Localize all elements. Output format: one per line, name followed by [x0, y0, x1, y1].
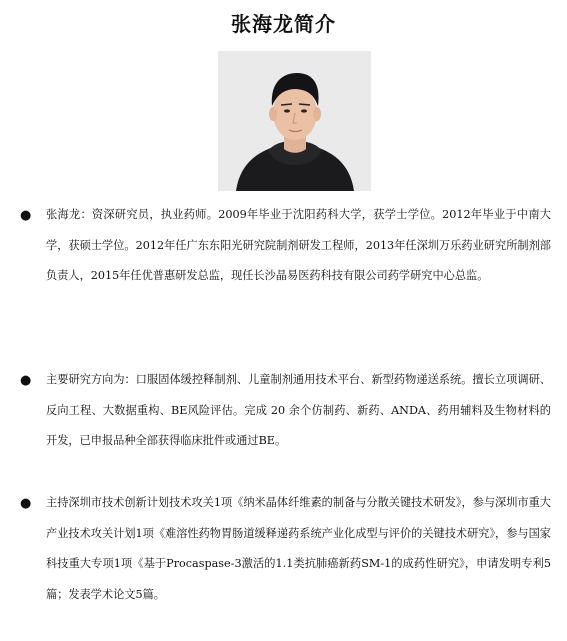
page-title: 张海龙简介 — [231, 12, 336, 36]
portrait-photo — [218, 51, 371, 191]
bullet-icon: ● — [20, 496, 32, 511]
bio-paragraph-background: 张海龙：资深研究员，执业药师。2009年毕业于沈阳药科大学，获学士学位。2012年毕业于中南大学，获硕士学位。2012年任广东东阳光研究院制剂研发工程师，2013年任深圳万乐药业研究所制剂部负责人，2015年任优普惠研发总监，现任长沙晶易医药科技有限公司药学研究中心总监。 — [46, 208, 551, 282]
bio-paragraph-projects: 主持深圳市技术创新计划技术攻关1项《纳米晶体纤维素的制备与分散关键技术研发》，参与深圳市重大产业技术攻关计划1项《难溶性药物胃肠道缓释递药系统产业化成型与评价的关键技术研究》，参与国家科技重大专项1项《基于Procaspase-3激活的1.1类抗肺癌新药SM-1的成药性研究》，申请发明专利5篇；发表学术论文5篇。 — [46, 496, 551, 601]
bio-paragraph-research: 主要研究方向为：口服固体缓控释制剂、儿童制剂通用技术平台、新型药物递送系统。擅长立项调研、反向工程、大数据重构、BE风险评估。完成 20 余个仿制药、新药、ANDA、药用辅料及生物材料的开发，已申报品种全部获得临床批件或通过BE。 — [46, 373, 551, 447]
bullet-icon: ● — [20, 208, 32, 223]
bullet-icon: ● — [20, 373, 32, 388]
